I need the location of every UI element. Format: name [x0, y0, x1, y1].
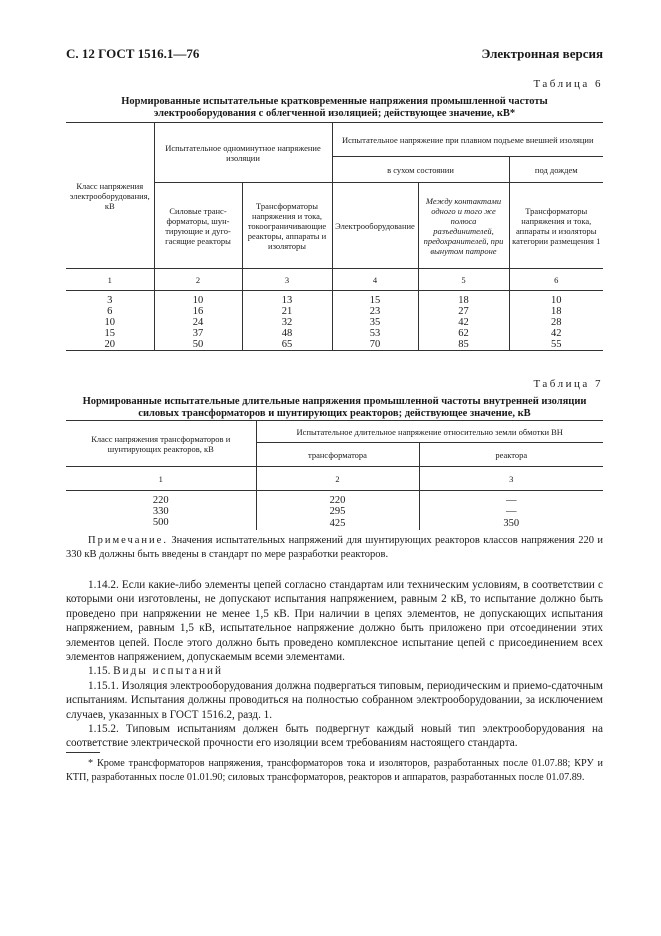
table7-row	[66, 517, 603, 530]
table7-colnum: 1	[66, 467, 256, 491]
table6-cell: 37	[154, 328, 242, 339]
table6-colnum: 5	[418, 269, 509, 291]
table6-row	[66, 306, 603, 317]
table7-row	[66, 506, 603, 517]
table7-cell: 330	[66, 506, 256, 517]
table7-cell: 500	[66, 517, 256, 530]
table6-cell: 20	[66, 339, 154, 351]
table6-cell: 55	[509, 339, 603, 351]
table6-colnum: 2	[154, 269, 242, 291]
table7-header-reactor: реактора	[495, 449, 528, 460]
section-number: 1.15.	[88, 665, 111, 678]
paragraph-1-15-1: 1.15.1. Изоляция электрооборудования должна подвергаться типовым, периодическим и приемо-сдаточным испытаниям. Испытания должны проводиться на полностью собранном электрооборудовании, за исключением случаев, указанных в ГОСТ 1516.2, разд. 1.	[66, 679, 603, 721]
table6-row	[66, 328, 603, 339]
section-heading	[66, 664, 603, 678]
table7-title-line2: силовых трансформаторов и шунтирующих реакторов; действующее значение, кВ	[138, 408, 531, 419]
table6-cell: 65	[242, 339, 332, 351]
paragraph-1-15-2: 1.15.2. Типовым испытаниям должен быть подвергнут каждый новый тип электрооборудования на соответствие электрической прочности его изоляции всем требованиям настоящего стандарта.	[66, 723, 603, 750]
table6-row	[66, 317, 603, 328]
table6-header-dry: в сухом состоянии	[332, 157, 509, 183]
table7-cell: 425	[256, 517, 419, 530]
table6-title-line2: электрооборудования с облегченной изоляцией; действующее значение, кВ*	[153, 108, 516, 119]
table6-cell: 42	[418, 317, 509, 328]
table7-colnum: 2	[256, 467, 419, 491]
note-text: Значения испытательных напряжений для шунтирующих реакторов классов напряжения 220 и 330 кВ должны быть введены в стандарт по мере разработки реакторов.	[66, 535, 604, 560]
table6-header-class: Класс напряжения электрооборудования, кВ	[66, 123, 154, 269]
table7-cell: —	[506, 494, 517, 506]
table6-cell: 15	[332, 295, 418, 306]
table6-header-col3: Трансформаторы напряжения и тока, токоограничивающие реакторы, аппараты и изоляторы	[242, 183, 332, 269]
table6-cell: 18	[551, 305, 562, 317]
page-header-left: С. 12 ГОСТ 1516.1—76	[66, 46, 200, 61]
table6-title	[66, 96, 603, 120]
table6-cell: 48	[242, 328, 332, 339]
table7-cell: 220	[66, 495, 256, 506]
table7-header-class: Класс напряжения трансформаторов и шунтирующих реакторов, кВ	[66, 421, 256, 467]
paragraph-1-14-2: 1.14.2. Если какие-либо элементы цепей согласно стандартам или техническим условиям, в соответствии с которыми они изготовлены, не допускают испытания напряжением, равным 2 кВ, то испытание должно быть проведено при напряжении не менее 1,5 кВ. При наличии в цепях элементов, не допускающих испытания напряжением, равным 1,5 кВ, испытательное напряжение должно быть приложено при отсоединении этих элементов цепей. После этого должно быть проведено комплексное испытание цепей с присоединением всех элементов напряжением, допускаемым всеми элементами.	[66, 579, 603, 664]
table6-cell: 32	[242, 317, 332, 328]
table6-header-col4: Электрооборудование	[332, 183, 418, 269]
table6-cell: 18	[418, 295, 509, 306]
table6-header-col6: Трансформаторы напряжения и тока, аппараты и изоляторы категории размещения 1	[512, 205, 601, 246]
table6-cell: 21	[242, 306, 332, 317]
table7-number: Таблица 7	[533, 378, 603, 390]
table-note	[66, 534, 603, 561]
table6-cell: 6	[66, 306, 154, 317]
table6-title-line1: Нормированные испытательные кратковременные напряжения промышленной частоты	[121, 96, 548, 107]
table7-title	[66, 396, 603, 420]
table6-cell: 24	[154, 317, 242, 328]
table7	[66, 420, 603, 530]
table6-cell: 70	[332, 339, 418, 351]
table7-title-line1: Нормированные испытательные длительные напряжения промышленной частоты внутренней изоляции	[82, 396, 587, 407]
table6-colnum: 4	[332, 269, 418, 291]
table6-cell: 10	[551, 294, 562, 306]
table6-colnum: 1	[66, 269, 154, 291]
table7-row	[66, 495, 603, 506]
table6-row	[66, 295, 603, 306]
table6-header-rain: под дождем	[509, 157, 603, 183]
table7-cell: 350	[503, 517, 520, 529]
table6-cell: 3	[66, 295, 154, 306]
table6-number: Таблица 6	[533, 78, 603, 90]
note-label: Примечание.	[88, 535, 168, 546]
table6-header-col5: Между контактами одного и того же полюса разъединителей, предохранителей, при вынутом патроне	[418, 183, 509, 269]
table6-cell: 10	[66, 317, 154, 328]
footnote: * Кроме трансформаторов напряжения, трансформаторов тока и изоляторов, разработанных после 01.07.88; КРУ и КТП, разработанных после 01.01.90; силовых трансформаторов, реакторов и аппаратов, разработанных после 01.07.89.	[66, 758, 603, 783]
table7-cell: 295	[256, 506, 419, 517]
table7-header-transformer: трансформатора	[256, 443, 419, 467]
page-header-right: Электронная версия	[481, 46, 603, 61]
table6-row	[66, 339, 603, 351]
table6-cell: 85	[418, 339, 509, 351]
section-title: Виды испытаний	[113, 665, 224, 678]
table6-cell: 23	[332, 306, 418, 317]
table6-header-smooth-rise: Испытательное напряжение при плавном подъеме внешней изоляции	[332, 123, 603, 157]
table6-cell: 35	[332, 317, 418, 328]
table7-cell: 220	[256, 495, 419, 506]
table6-cell: 50	[154, 339, 242, 351]
table6-cell: 13	[242, 295, 332, 306]
table6-cell: 16	[154, 306, 242, 317]
table6-header-col2: Силовые трансформаторы, шунтирующие и дугогасящие реакторы	[154, 183, 242, 269]
table7-header-long-voltage: Испытательное длительное напряжение относительно земли обмотки ВН	[256, 421, 603, 443]
table6-cell: 10	[154, 295, 242, 306]
table6-header-one-minute: Испытательное одноминутное напряжение изоляции	[154, 123, 332, 183]
table6-cell: 27	[418, 306, 509, 317]
table6	[66, 122, 603, 351]
table7-cell: —	[506, 505, 517, 517]
table7-colnum: 3	[419, 467, 603, 491]
table6-colnum: 3	[242, 269, 332, 291]
table6-cell: 28	[551, 316, 562, 328]
table6-cell: 15	[66, 328, 154, 339]
table6-cell: 53	[332, 328, 418, 339]
body-text	[66, 578, 603, 751]
table6-cell: 62	[418, 328, 509, 339]
table6-colnum: 6	[509, 269, 603, 291]
table6-cell: 42	[551, 327, 562, 339]
footnote-divider	[66, 752, 100, 753]
